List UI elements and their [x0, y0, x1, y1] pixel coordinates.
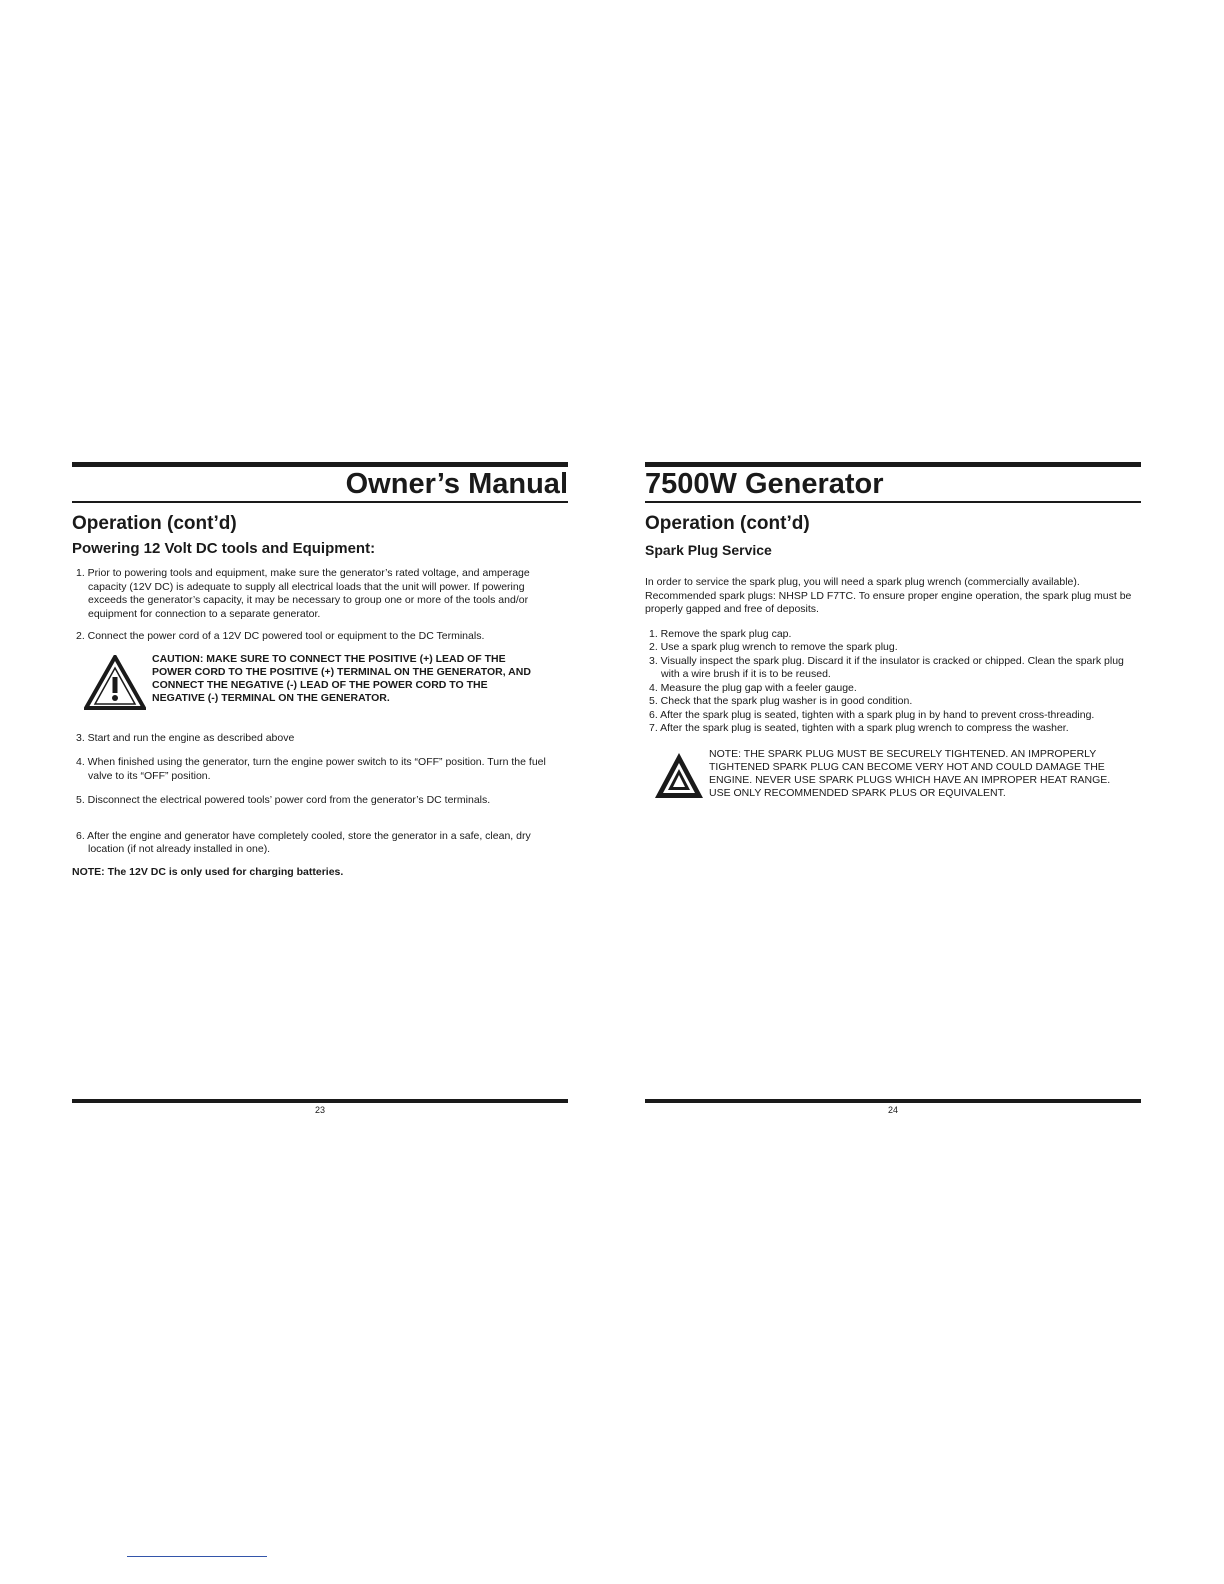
list-item: 4. When finished using the generator, turn the engine power switch to its “OFF” position. Turn the fuel valve to its “OFF” position. — [76, 756, 546, 782]
list-item: 5. Disconnect the electrical powered tools’ power cord from the generator’s DC terminals. — [76, 794, 491, 806]
right-page — [645, 462, 1141, 801]
intro-paragraph: In order to service the spark plug, you will need a spark plug wrench (commercially available). Recommended spark plugs: NHSP LD F7TC. To ensure proper engine operation, the spark plug must be properly gapped and free of deposits. — [645, 576, 1132, 615]
list-item: 1. Prior to powering tools and equipment, make sure the generator’s rated voltage, and amperage capacity (12V DC) is adequate to supply all electrical loads that the unit will power. If powering exceeds the generator’s capacity, it may be necessary to group one or more of the tools and/or equipment for connection to a separate generator. — [76, 567, 530, 620]
list-item: 7. After the spark plug is seated, tighten with a spark plug wrench to compress the washer. — [649, 722, 1069, 734]
left-footer — [72, 1099, 568, 1115]
page-number: 24 — [887, 1105, 898, 1115]
warning-triangle-icon — [653, 751, 705, 801]
page-number: 23 — [314, 1105, 325, 1115]
warning-box — [645, 748, 1141, 801]
page-title: 7500W Generator — [645, 468, 884, 500]
steps-list — [645, 628, 1141, 736]
footer-rule — [645, 1099, 1141, 1103]
header-rule-bottom — [645, 501, 1141, 503]
subsection-title: Spark Plug Service — [645, 542, 772, 558]
caution-text: CAUTION: MAKE SURE TO CONNECT THE POSITIVE (+) LEAD OF THE POWER CORD TO THE POSITIVE (+) TERMINAL ON THE GENERATOR, AND CONNECT THE NEGATIVE (-) LEAD OF THE POWER CORD TO THE NEGATIVE (-) TERMINAL ON THE GENERATOR. — [152, 652, 531, 704]
steps-list-continued — [72, 732, 568, 857]
steps-list — [72, 567, 568, 644]
note-text: NOTE: The 12V DC is only used for charging batteries. — [72, 865, 344, 878]
warning-triangle-icon — [84, 655, 146, 710]
list-item: 4. Measure the plug gap with a feeler gauge. — [649, 681, 857, 694]
subsection-title: Powering 12 Volt DC tools and Equipment: — [72, 540, 376, 557]
list-item: 1. Remove the spark plug cap. — [649, 627, 792, 640]
list-item: 3. Start and run the engine as described above — [76, 731, 295, 744]
bottom-link-underline — [127, 1556, 267, 1557]
warning-text: NOTE: THE SPARK PLUG MUST BE SECURELY TIGHTENED. AN IMPROPERLY TIGHTENED SPARK PLUG CAN BECOME VERY HOT AND COULD DAMAGE THE ENGINE. NEVER USE SPARK PLUGS WHICH HAVE AN IMPROPER HEAT RANGE. USE ONLY RECOMMENDED SPARK PLUS OR EQUIVALENT. — [709, 747, 1111, 799]
section-title: Operation (cont’d) — [645, 513, 810, 534]
list-item: 3. Visually inspect the spark plug. Discard it if the insulator is cracked or chipped. Clean the spark plug with a wire brush if it is to be reused. — [649, 654, 1124, 680]
right-footer — [645, 1099, 1141, 1115]
list-item: 5. Check that the spark plug washer is in good condition. — [649, 695, 913, 707]
list-item: 2. Connect the power cord of a 12V DC powered tool or equipment to the DC Terminals. — [76, 630, 485, 642]
list-item: 2. Use a spark plug wrench to remove the spark plug. — [649, 641, 898, 653]
header-rule-bottom — [72, 501, 568, 503]
page-title: Owner’s Manual — [345, 468, 568, 500]
left-page — [72, 462, 568, 879]
section-title: Operation (cont’d) — [72, 513, 237, 534]
footer-rule — [72, 1099, 568, 1103]
list-item: 6. After the spark plug is seated, tighten with a spark plug in by hand to prevent cross-threading. — [649, 708, 1095, 721]
caution-box — [72, 653, 568, 710]
list-item: 6. After the engine and generator have completely cooled, store the generator in a safe, clean, dry location (if not already installed in one). — [76, 829, 531, 855]
